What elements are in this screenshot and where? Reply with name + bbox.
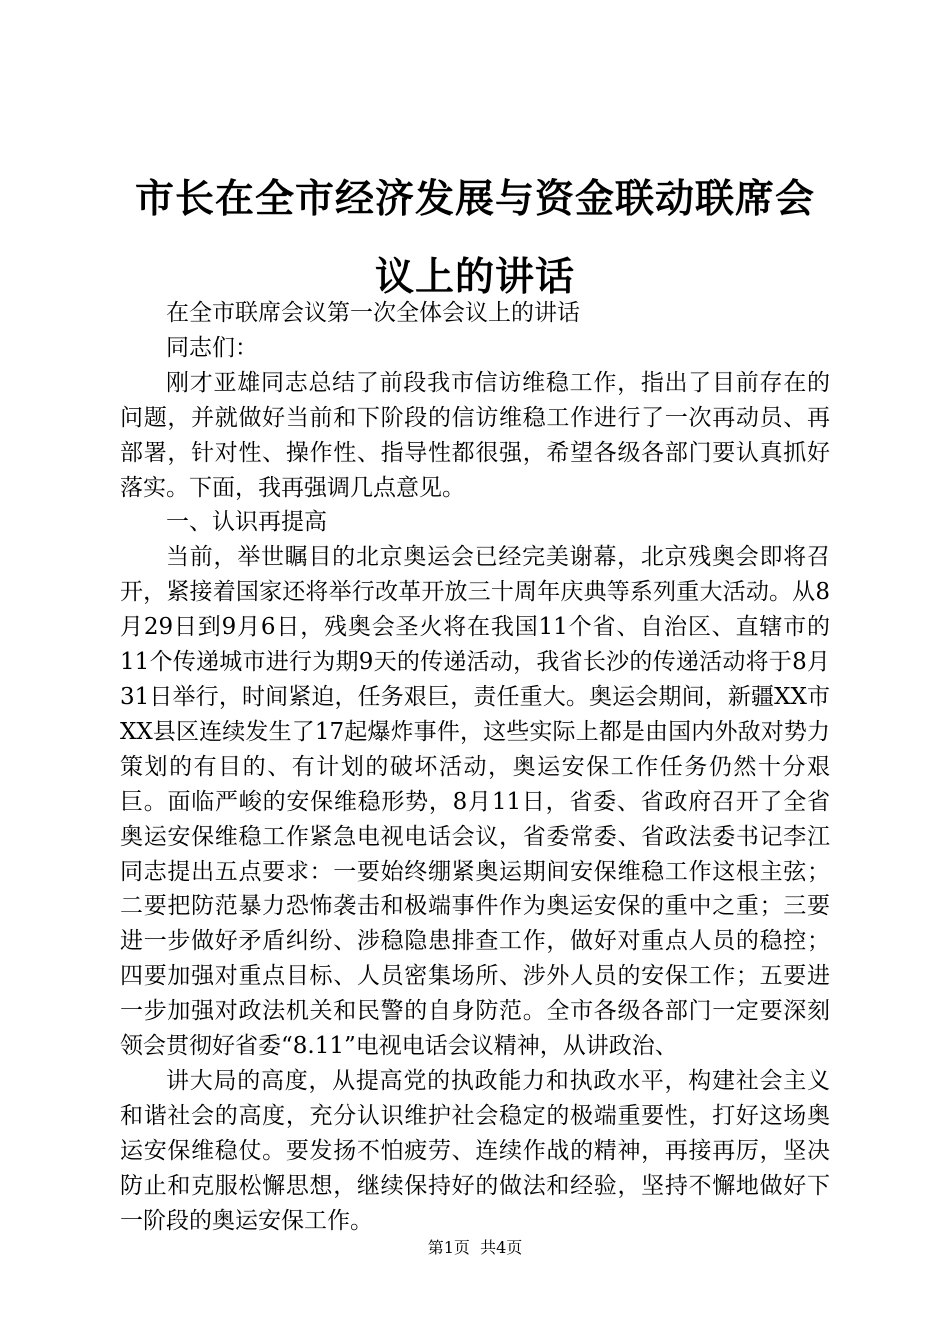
page-footer bbox=[0, 1238, 950, 1258]
document-body bbox=[120, 296, 830, 1238]
salutation: 同志们： bbox=[166, 334, 258, 361]
speech-subtitle: 在全市联席会议第一次全体会议上的讲话 bbox=[166, 300, 580, 326]
section-heading: 一、认识再提高 bbox=[166, 509, 327, 536]
body-paragraph: 当前，举世瞩目的北京奥运会已经完美谢幕，北京残奥会即将召开，紧接着国家还将举行改革开放三十周年庆典等系列重大活动。从8月29日到9月6日，残奥会圣火将在我国11个省、自治区、直辖市的11个传递城市进行为期9天的传递活动，我省长沙的传递活动将于8月31日举行，时间紧迫，任务艰巨，责任重大。奥运会期间，新疆XX市XX县区连续发生了17起爆炸事件，这些实际上都是由国内外敌对势力策划的有目的、有计划的破坏活动，奥运安保工作任务仍然十分艰巨。面临严峻的安保维稳形势，8月11日，省委、省政府召开了全省奥运安保维稳工作紧急电视电话会议，省委常委、省政法委书记李江同志提出五点要求：一要始终绷紧奥运期间安保维稳工作这根主弦；二要把防范暴力恐怖袭击和极端事件作为奥运安保的重中之重；三要进一步做好矛盾纠纷、涉稳隐患排查工作，做好对重点人员的稳控；四要加强对重点目标、人员密集场所、涉外人员的安保工作；五要进一步加强对政法机关和民警的自身防范。全市各级各部门一定要深刻领会贯彻好省委“8.11”电视电话会议精神，从讲政治、 bbox=[120, 544, 830, 1060]
page-number: 第1页 bbox=[427, 1238, 470, 1257]
page-total: 共4页 bbox=[480, 1238, 523, 1257]
body-paragraph: 刚才亚雄同志总结了前段我市信访维稳工作，指出了目前存在的问题，并就做好当前和下阶段的信访维稳工作进行了一次再动员、再部署，针对性、操作性、指导性都很强，希望各级各部门要认真抓好落实。下面，我再强调几点意见。 bbox=[120, 369, 830, 501]
document-title: 市长在全市经济发展与资金联动联席会议上的讲话 bbox=[134, 176, 815, 300]
body-paragraph: 讲大局的高度，从提高党的执政能力和执政水平，构建社会主义和谐社会的高度，充分认识维护社会稳定的极端重要性，打好这场奥运安保维稳仗。要发扬不怕疲劳、连续作战的精神，再接再厉，坚决防止和克服松懈思想，继续保持好的做法和经验，坚持不懈地做好下一阶段的奥运安保工作。 bbox=[120, 1067, 830, 1234]
